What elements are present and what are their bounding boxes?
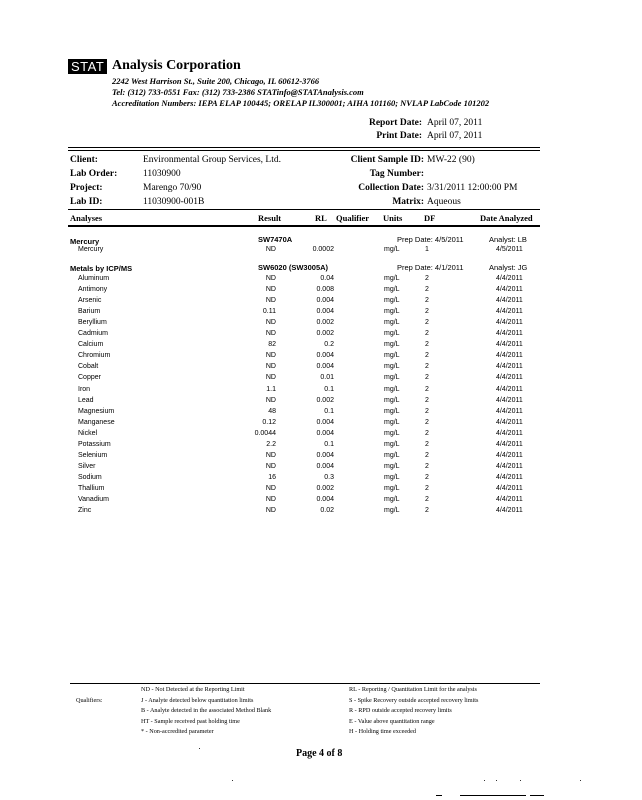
rl: 0.002 <box>316 484 334 492</box>
date-analyzed: 4/4/2011 <box>496 484 523 492</box>
matrix-label: Matrix: <box>392 197 424 207</box>
scan-mark <box>460 795 526 796</box>
col-units: Units <box>383 213 403 223</box>
rl: 0.004 <box>316 429 334 437</box>
analyte: Mercury <box>78 246 104 253</box>
group-prep-date: Prep Date: 4/1/2011 <box>397 263 464 272</box>
report-date-value: April 07, 2011 <box>427 118 483 128</box>
scan-mark <box>530 795 544 796</box>
analyte: Zinc <box>78 507 92 515</box>
df: 2 <box>425 319 429 327</box>
result: 1.1 <box>266 385 276 393</box>
result: 82 <box>268 341 276 349</box>
print-date-value: April 07, 2011 <box>427 131 483 141</box>
units: mg/L <box>384 374 400 382</box>
analyte: Manganese <box>78 418 115 426</box>
df: 2 <box>425 407 429 415</box>
lab-order-value: 11030900 <box>143 169 181 179</box>
date-analyzed: 4/4/2011 <box>496 352 523 360</box>
qualifier-legend-item: B - Analyte detected in the associated Method Blank <box>141 707 272 714</box>
analyte: Beryllium <box>78 319 107 327</box>
table-row <box>0 507 642 518</box>
group-analyst: Analyst: JG <box>489 263 528 272</box>
rl: 0.04 <box>320 275 334 282</box>
result: ND <box>265 496 276 503</box>
result: ND <box>265 275 276 282</box>
table-row <box>0 352 642 363</box>
qualifier-legend-item: E - Value above quantitation range <box>349 717 435 725</box>
company-name: Analysis Corporation <box>112 58 241 73</box>
date-analyzed: 4/4/2011 <box>496 473 523 481</box>
units: mg/L <box>384 407 400 415</box>
analyte: Aluminum <box>78 275 110 282</box>
table-row <box>0 441 642 452</box>
scan-speck <box>484 780 485 781</box>
df: 2 <box>425 484 429 492</box>
table-row <box>0 408 642 419</box>
result: 0.11 <box>262 308 276 316</box>
df: 2 <box>425 385 429 393</box>
rl: 0.004 <box>316 462 334 470</box>
report-date-label: Report Date: <box>368 118 422 128</box>
info-divider <box>68 209 540 210</box>
df: 2 <box>425 341 429 349</box>
result: ND <box>265 396 276 404</box>
client-label: Client: <box>70 155 98 165</box>
analyte: Sodium <box>78 473 102 481</box>
rl: 0.004 <box>316 496 334 503</box>
units: mg/L <box>384 462 400 470</box>
date-analyzed: 4/5/2011 <box>496 246 523 253</box>
date-analyzed: 4/4/2011 <box>496 341 523 349</box>
rl: 0.004 <box>316 363 334 371</box>
result: 0.0044 <box>254 429 276 437</box>
units: mg/L <box>384 440 400 448</box>
units: mg/L <box>384 308 400 316</box>
qualifier-legend-item: ND - Not Detected at the Reporting Limit <box>141 686 245 693</box>
scan-speck <box>199 748 200 749</box>
result: ND <box>265 286 276 294</box>
result: 2.2 <box>266 440 276 448</box>
table-row <box>0 374 642 385</box>
qualifier-legend-item: HT - Sample received past holding time <box>141 717 240 725</box>
result: ND <box>265 462 276 470</box>
table-header-divider <box>68 225 540 227</box>
units: mg/L <box>384 275 400 282</box>
units: mg/L <box>384 319 400 327</box>
group-method: SW6020 (SW3005A) <box>258 263 329 272</box>
df: 2 <box>425 507 429 515</box>
result: 48 <box>268 407 276 415</box>
lab-id-label: Lab ID: <box>70 197 103 207</box>
df: 2 <box>425 275 429 282</box>
project-label: Project: <box>70 183 103 193</box>
rl: 0.002 <box>316 330 334 338</box>
date-analyzed: 4/4/2011 <box>496 319 523 327</box>
col-analyses: Analyses <box>70 213 103 223</box>
units: mg/L <box>384 363 400 371</box>
result: ND <box>265 363 276 371</box>
df: 2 <box>425 451 429 459</box>
units: mg/L <box>384 341 400 349</box>
rl: 0.002 <box>316 319 334 327</box>
df: 1 <box>425 246 429 253</box>
table-row <box>0 308 642 319</box>
client-value: Environmental Group Services, Ltd. <box>143 155 281 165</box>
result: 0.12 <box>262 418 276 426</box>
analyte: Vanadium <box>78 496 110 503</box>
table-row <box>0 419 642 430</box>
units: mg/L <box>384 451 400 459</box>
result: ND <box>265 507 276 515</box>
table-row <box>0 397 642 408</box>
date-analyzed: 4/4/2011 <box>496 507 523 515</box>
scan-speck <box>520 780 521 781</box>
rl: 0.002 <box>316 396 334 404</box>
df: 2 <box>425 496 429 503</box>
rl: 0.02 <box>320 507 334 515</box>
date-analyzed: 4/4/2011 <box>496 496 523 503</box>
units: mg/L <box>384 286 400 294</box>
units: mg/L <box>384 429 400 437</box>
col-df: DF <box>424 213 436 223</box>
table-row <box>0 319 642 330</box>
scan-mark <box>436 795 442 796</box>
result: 16 <box>268 473 276 481</box>
col-rl: RL <box>315 213 327 223</box>
date-analyzed: 4/4/2011 <box>496 330 523 338</box>
result: ND <box>265 319 276 327</box>
df: 2 <box>425 429 429 437</box>
scan-speck <box>496 780 497 781</box>
analyte: Chromium <box>78 352 111 360</box>
analyte: Nickel <box>78 429 98 437</box>
company-contact: Tel: (312) 733-0551 Fax: (312) 733-2386 STATinfo@STATAnalysis.com <box>112 87 364 97</box>
rl: 0.0002 <box>312 246 334 253</box>
qualifier-legend-item: S - Spike Recovery outside accepted recovery limits <box>349 696 479 704</box>
analyte: Calcium <box>78 341 104 349</box>
group-name: Metals by ICP/MS <box>70 264 133 273</box>
table-row <box>0 330 642 341</box>
df: 2 <box>425 308 429 316</box>
table-row <box>0 474 642 485</box>
units: mg/L <box>384 496 400 503</box>
qualifiers-label: Qualifiers: <box>76 697 103 704</box>
result: ND <box>265 246 276 253</box>
accreditation-numbers: Accreditation Numbers: IEPA ELAP 100445; ORELAP IL300001; AIHA 101160; NVLAP LabCode 101202 <box>112 98 490 108</box>
units: mg/L <box>384 396 400 404</box>
date-analyzed: 4/4/2011 <box>496 374 523 382</box>
df: 2 <box>425 396 429 404</box>
analyte: Iron <box>78 385 91 393</box>
rl: 0.004 <box>316 352 334 360</box>
units: mg/L <box>384 507 400 515</box>
footer-divider <box>70 683 540 684</box>
units: mg/L <box>384 385 400 393</box>
group-analyst: Analyst: LB <box>489 235 527 244</box>
scan-speck <box>580 780 581 781</box>
df: 2 <box>425 297 429 305</box>
analyte: Thallium <box>78 484 105 492</box>
df: 2 <box>425 363 429 371</box>
collection-date-value: 3/31/2011 12:00:00 PM <box>427 183 518 193</box>
client-sample-id-value: MW-22 (90) <box>427 155 475 165</box>
df: 2 <box>425 330 429 338</box>
col-result: Result <box>258 213 282 223</box>
analyte: Arsenic <box>78 297 102 305</box>
table-row <box>0 452 642 463</box>
table-row <box>0 275 642 286</box>
rl: 0.3 <box>324 473 334 481</box>
table-row <box>0 363 642 374</box>
table-row <box>0 246 642 257</box>
stat-logo: STAT <box>68 59 107 74</box>
result: ND <box>265 374 276 382</box>
rl: 0.2 <box>324 341 334 349</box>
result: ND <box>265 352 276 360</box>
analyte: Magnesium <box>78 407 115 415</box>
analyte: Silver <box>78 462 96 470</box>
table-row <box>0 485 642 496</box>
analyte: Cobalt <box>78 363 99 371</box>
lab-order-label: Lab Order: <box>70 169 118 179</box>
units: mg/L <box>384 473 400 481</box>
qualifier-legend-item: H - Holding time exceeded <box>349 728 417 735</box>
project-value: Marengo 70/90 <box>143 183 202 193</box>
matrix-value: Aqueous <box>427 197 461 207</box>
qualifier-legend-item: * - Non-accredited parameter <box>141 728 214 735</box>
page-number: Page 4 of 8 <box>296 748 343 759</box>
rl: 0.004 <box>316 418 334 426</box>
analyte: Selenium <box>78 451 108 459</box>
df: 2 <box>425 440 429 448</box>
df: 2 <box>425 286 429 294</box>
df: 2 <box>425 473 429 481</box>
analyte: Barium <box>78 308 101 316</box>
table-row <box>0 341 642 352</box>
analyte: Copper <box>78 374 101 382</box>
date-analyzed: 4/4/2011 <box>496 308 523 316</box>
df: 2 <box>425 462 429 470</box>
table-row <box>0 496 642 507</box>
date-analyzed: 4/4/2011 <box>496 297 523 305</box>
analyte: Lead <box>78 396 94 404</box>
date-analyzed: 4/4/2011 <box>496 418 523 426</box>
df: 2 <box>425 418 429 426</box>
client-sample-id-label: Client Sample ID: <box>350 155 424 165</box>
result: ND <box>265 484 276 492</box>
date-analyzed: 4/4/2011 <box>496 407 523 415</box>
rl: 0.1 <box>324 407 334 415</box>
header-divider <box>68 147 540 148</box>
units: mg/L <box>384 297 400 305</box>
result: ND <box>265 451 276 459</box>
result: ND <box>265 297 276 305</box>
group-method: SW7470A <box>258 235 293 244</box>
table-row <box>0 286 642 297</box>
date-analyzed: 4/4/2011 <box>496 451 523 459</box>
table-row <box>0 297 642 308</box>
header-divider-2 <box>68 150 540 151</box>
date-analyzed: 4/4/2011 <box>496 286 523 294</box>
col-qualifier: Qualifier <box>336 213 370 223</box>
rl: 0.004 <box>316 297 334 305</box>
units: mg/L <box>384 418 400 426</box>
date-analyzed: 4/4/2011 <box>496 275 523 282</box>
date-analyzed: 4/4/2011 <box>496 385 523 393</box>
date-analyzed: 4/4/2011 <box>496 462 523 470</box>
qualifier-legend-item: J - Analyte detected below quantitation limits <box>141 696 254 704</box>
table-row <box>0 430 642 441</box>
analyte: Potassium <box>78 440 111 448</box>
analyte: Cadmium <box>78 330 108 338</box>
col-date-analyzed: Date Analyzed <box>480 213 533 223</box>
result: ND <box>265 330 276 338</box>
group-prep-date: Prep Date: 4/5/2011 <box>397 235 464 244</box>
units: mg/L <box>384 246 400 253</box>
scan-speck <box>232 780 233 781</box>
units: mg/L <box>384 484 400 492</box>
rl: 0.1 <box>324 440 334 448</box>
print-date-label: Print Date: <box>376 131 422 141</box>
lab-id-value: 11030900-001B <box>143 197 205 207</box>
qualifier-legend-item: RL - Reporting / Quantitation Limit for the analysis <box>349 686 477 693</box>
df: 2 <box>425 374 429 382</box>
date-analyzed: 4/4/2011 <box>496 440 523 448</box>
tag-number-label: Tag Number: <box>369 169 424 179</box>
rl: 0.01 <box>320 374 334 382</box>
table-row <box>0 386 642 397</box>
units: mg/L <box>384 330 400 338</box>
units: mg/L <box>384 352 400 360</box>
rl: 0.1 <box>324 385 334 393</box>
analyte: Antimony <box>78 286 108 294</box>
date-analyzed: 4/4/2011 <box>496 429 523 437</box>
rl: 0.004 <box>316 451 334 459</box>
company-address: 2242 West Harrison St., Suite 200, Chicago, IL 60612-3766 <box>112 76 320 86</box>
date-analyzed: 4/4/2011 <box>496 363 523 371</box>
rl: 0.008 <box>316 286 334 294</box>
df: 2 <box>425 352 429 360</box>
table-row <box>0 463 642 474</box>
date-analyzed: 4/4/2011 <box>496 396 523 404</box>
group-name: Mercury <box>70 237 100 246</box>
rl: 0.004 <box>316 308 334 316</box>
qualifier-legend-item: R - RPD outside accepted recovery limits <box>349 707 452 714</box>
collection-date-label: Collection Date: <box>358 183 424 193</box>
